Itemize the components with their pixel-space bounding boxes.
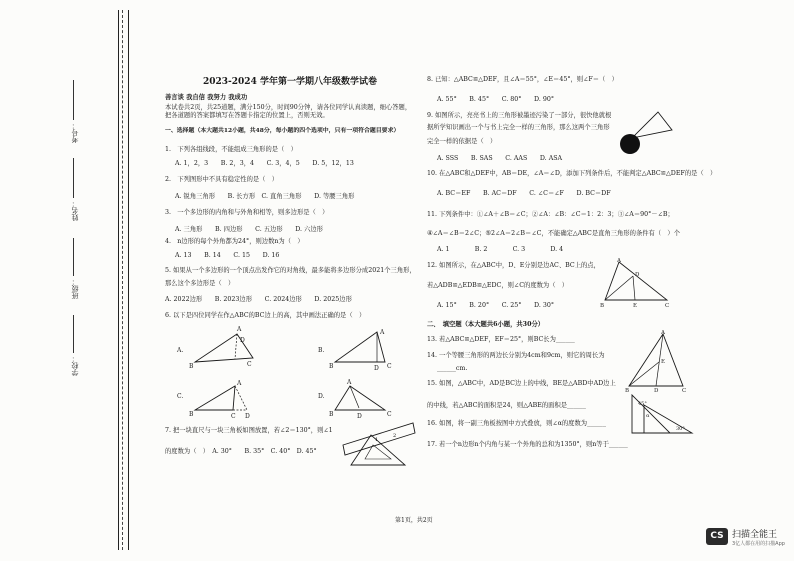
figure-6d-label-d: D [357, 413, 362, 420]
figure-6b-label-d: D [374, 365, 379, 372]
question-12-line-1: 12. 如图所示，在△ABC中，D、E分别是边AC、BC上的点， [427, 262, 600, 269]
question-3: 3. 一个多边形的内角和与外角和相等，则多边形是（ ） [165, 209, 329, 216]
figure-15-label-d: D [654, 388, 659, 394]
question-12-figure [599, 258, 674, 308]
angle-2-label: 2 [393, 433, 397, 439]
question-6: 6. 以下是四位同学在作△ABC的BC边上的高，其中画法正确的是（ ） [165, 312, 366, 319]
question-1: 1. 下列各组线段，不能组成三角形的是（ ） [165, 146, 297, 153]
question-12-line-2: 若△ADB≌△EDB≌△EDC，则∠C的度数为（ ） [427, 282, 569, 289]
figure-16-label-30: 30° [676, 426, 685, 432]
question-16: 16. 如图，将一副三角板按图中方式叠放，则∠α的度数为______ [427, 420, 606, 427]
question-5-options: A. 2022边形 B. 2023边形 C. 2024边形 D. 2025边形 [165, 296, 352, 303]
figure-15-label-a: A [661, 330, 665, 336]
question-8-options: A. 55° B. 45° C. 80° D. 90° [437, 96, 555, 103]
question-4: 4. n边形的每个外角都为24°，则边数n为（ ） [165, 238, 304, 245]
exam-title: 2023-2024 学年第一学期八年级数学试卷 [203, 77, 377, 87]
angle-1-label: 1 [375, 437, 379, 443]
side-name-label: 姓名： [71, 200, 79, 221]
ruler-shape [343, 423, 415, 455]
figure-12-label-c: C [665, 303, 670, 309]
figure-6a-height [235, 334, 237, 359]
question-8: 8. 已知：△ABC≌△DEF，且∠A＝55°，∠E＝45°，则∠F＝（ ） [427, 76, 618, 83]
camscanner-logo-icon: CS [706, 528, 728, 545]
question-1-options: A. 1，2，3 B. 2，3，4 C. 3，4，5 D. 5，12，13 [175, 160, 354, 167]
ink-blot [620, 134, 640, 154]
figure-15-label-e: E [661, 359, 666, 365]
question-9-line-2: 据所学知识画出一个与书上完全一样的三角形，那么这两个三角形 [427, 124, 610, 131]
exam-motto: 善言谈 我自信 我努力 我成功 [165, 94, 248, 101]
triangle-abc [605, 262, 667, 300]
question-7-figure [341, 415, 416, 470]
figure-6d-label-c: C [387, 411, 392, 418]
figure-16-label-45: 45° [638, 401, 647, 407]
question-5-line-1: 5. 如果从一个多边形的一个顶点出发作它的对角线，最多能将多边形分成2021个三角形， [165, 267, 416, 274]
question-11-line-1: 11. 下列条件中：①∠A＋∠B＝∠C；②∠A：∠B：∠C＝1：2：3；③∠A＝90°－∠B； [427, 211, 674, 218]
side-school-label: 学校： [71, 355, 79, 376]
figure-6c-option-label: C. [177, 393, 184, 400]
figure-6d-option-label: D. [318, 393, 325, 400]
section-1-heading: 一、选择题（本大题共12小题，共48分，每小题的四个选项中，只有一项符合题目要求） [165, 127, 400, 134]
question-9-options: A. SSS B. SAS C. AAS D. ASA [437, 155, 563, 162]
polluted-triangle [632, 112, 672, 138]
question-15-line-2: 的中线，若△ABC的面积是24，则△ABE的面积是______ [427, 402, 586, 409]
segment-de [633, 276, 635, 300]
question-7-line-2: 的度数为（ ） A. 30° B. 35° C. 40° D. 45° [165, 448, 317, 455]
figure-6d-label-a: A [347, 379, 352, 386]
question-3-options: A. 三角形 B. 四边形 C. 五边形 D. 六边形 [175, 226, 323, 233]
figure-6a-label-a: A [237, 326, 242, 333]
question-14-line-2: ______cm. [437, 365, 468, 372]
figure-6c-height [235, 386, 247, 410]
figure-12-label-b: B [600, 303, 605, 309]
question-9-line-3: 完全一样的依据是（ ） [427, 138, 497, 145]
question-5-line-2: 那么这个多边形是（ ） [165, 280, 235, 287]
question-10-options: A. BC＝EF B. AC＝DF C. ∠C＝∠F D. BC＝DF [437, 190, 611, 197]
question-2-options: A. 锐角三角形 B. 长方形 C. 直角三角形 D. 等腰三角形 [175, 193, 355, 200]
figure-16-label-alpha: α [646, 413, 650, 419]
figure-6a-option-label: A. [177, 347, 184, 354]
median-be [629, 362, 659, 386]
question-13: 13. 若△ABC≌△DEF，EF＝25°，则BC长为______ [427, 336, 575, 343]
question-7-line-1: 7. 把一块直尺与一块三角板如图放置，若∠2＝130°，则∠1 [165, 427, 333, 434]
figure-12-label-e: E [633, 303, 638, 309]
figure-6d-triangle [335, 386, 385, 410]
figure-6a-label-b: B [189, 363, 194, 370]
triangle-abc-15 [629, 334, 683, 386]
question-15-line-1: 15. 如图，△ABC中，AD是BC边上的中线，BE是△ABD中AD边上 [427, 380, 616, 387]
exam-intro: 本试卷共2页，共25道题，满分150分，时间90分钟，请各位同学认真读题，细心答题，把各道题的答案都填写在答题卡指定的位置上，否则无效。 [165, 104, 412, 119]
figure-6c-triangle [195, 386, 235, 410]
question-12-options: A. 15° B. 20° C. 25° D. 30° [437, 302, 555, 309]
binding-dashed-line [122, 10, 123, 550]
side-number-line [73, 80, 74, 120]
side-name-line [73, 158, 74, 198]
side-school-line [73, 315, 74, 353]
figure-12-label-d: D [635, 272, 640, 278]
figure-6d-label-b: B [329, 411, 334, 418]
question-14-line-1: 14. 一个等腰三角形的两边长分别为4cm和9cm，则它的周长为 [427, 352, 605, 359]
question-16-figure [630, 393, 695, 438]
figure-6c-label-a: A [237, 380, 242, 387]
question-11-line-2: ④∠A＝∠B＝2∠C；⑤2∠A＝2∠B＝∠C，不能确定△ABC是直角三角形的条件有（ ）个 [427, 230, 681, 237]
side-number-label: 考号： [71, 122, 79, 143]
question-11-options: A. 1 B. 2 C. 3 D. 4 [437, 246, 564, 253]
figure-6b-label-b: B [329, 363, 334, 370]
brand-name: 扫描全能王 [732, 530, 778, 540]
section-2-heading: 二、 填空题（本大题共6小题，共30分） [427, 321, 545, 328]
figure-6b-option-label: B. [318, 347, 325, 354]
question-6-figures [175, 326, 415, 420]
page-footer: 第1页，共2页 [395, 517, 433, 524]
brand-tagline: 3亿人都在用的扫描App [732, 541, 785, 547]
figure-15-label-c: C [682, 388, 687, 394]
side-class-label: 班级： [71, 278, 79, 299]
figure-6c-label-c: C [231, 413, 236, 420]
figure-6b-triangle [335, 332, 385, 362]
question-17: 17. 若一个n边形n个内角与某一个外角的总和为1350°，则n等于______ [427, 441, 628, 448]
question-10: 10. 在△ABC和△DEF中，AB＝DE，∠A＝∠D，添加下列条件后，不能判定△ABC≌△DEF的是（ ） [427, 170, 717, 177]
figure-12-label-a: A [617, 258, 621, 264]
question-4-options: A. 13 B. 14 C. 15 D. 16 [175, 252, 280, 259]
figure-15-label-b: B [625, 388, 630, 394]
figure-6c-label-d: D [245, 413, 250, 420]
figure-6b-label-a: A [380, 329, 385, 336]
question-9-line-1: 9. 如图所示，亮亮书上的三角形被墨迹污染了一部分，很快他就根 [427, 112, 612, 119]
figure-6a-label-c: C [247, 361, 252, 368]
question-2: 2. 下列图形中不具有稳定性的是（ ） [165, 176, 279, 183]
figure-6a-label-d: D [240, 337, 245, 344]
question-9-figure [618, 110, 678, 160]
figure-6b-label-c: C [387, 363, 392, 370]
figure-6c-label-b: B [189, 411, 194, 418]
side-class-line [73, 238, 74, 276]
question-15-figure [625, 330, 690, 392]
binding-strip [118, 10, 129, 550]
